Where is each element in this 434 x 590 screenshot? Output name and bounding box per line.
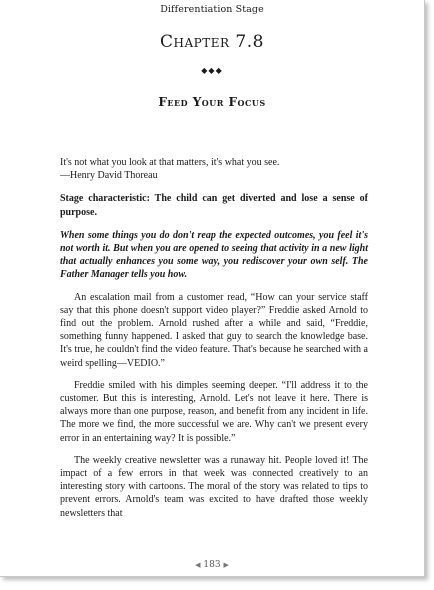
right-arrow-icon: ▶	[223, 561, 229, 569]
epigraph-attribution: —Henry David Thoreau	[60, 170, 158, 182]
emphasis-paragraph: When some things you do don't reap the expected outcomes, you feel it's not worth it. But when you are opened to seeing that activity in a new light that actually enhances you some way, you rediscover your own self. The Father Manager tells you how.	[60, 229, 368, 281]
body-text	[60, 156, 368, 520]
chapter-title: Chapter 7.8	[160, 32, 264, 52]
page-number: 183	[203, 560, 221, 570]
stage-characteristic: Stage characteristic: The child can get diverted and lose a sense of purpose.	[60, 193, 368, 218]
ornament-diamonds: ◆◆◆	[201, 66, 223, 75]
left-arrow-icon: ◀	[195, 561, 201, 569]
paragraph-2: Freddie smiled with his dimples seeming deeper. “I'll address it to the customer. But this is interesting, Arnold. Let's not leave it here. There is always more than one purpose, reason, and benefit from any incident in life. The more we find, the more successful we are. Why can't we present every error in an entertaining way? It is possible.”	[60, 379, 368, 444]
section-title: Feed Your Focus	[158, 95, 266, 109]
page-number-footer	[0, 560, 424, 570]
running-head: Differentiation Stage	[160, 4, 264, 15]
paragraph-3: The weekly creative newsletter was a runaway hit. People loved it! The impact of a few errors in that week was connected creatively to an interesting story with cartoons. The moral of the story was related to tips to prevent errors. Arnold's team was excited to have drafted those weekly newsletters that	[60, 454, 368, 519]
paragraph-1: An escalation mail from a customer read, “How can your service staff say that this phone doesn't support video player?” Freddie asked Arnold to find out the problem. Arnold rushed after a while and said, “Freddie, something funny happened. I asked that guy to search the knowledge base. It's true, he couldn't find the video feature. That's because he searched with a weird spelling—VEDIO.”	[60, 291, 368, 369]
epigraph-quote: It's not what you look at that matters, it's what you see.	[60, 157, 280, 168]
